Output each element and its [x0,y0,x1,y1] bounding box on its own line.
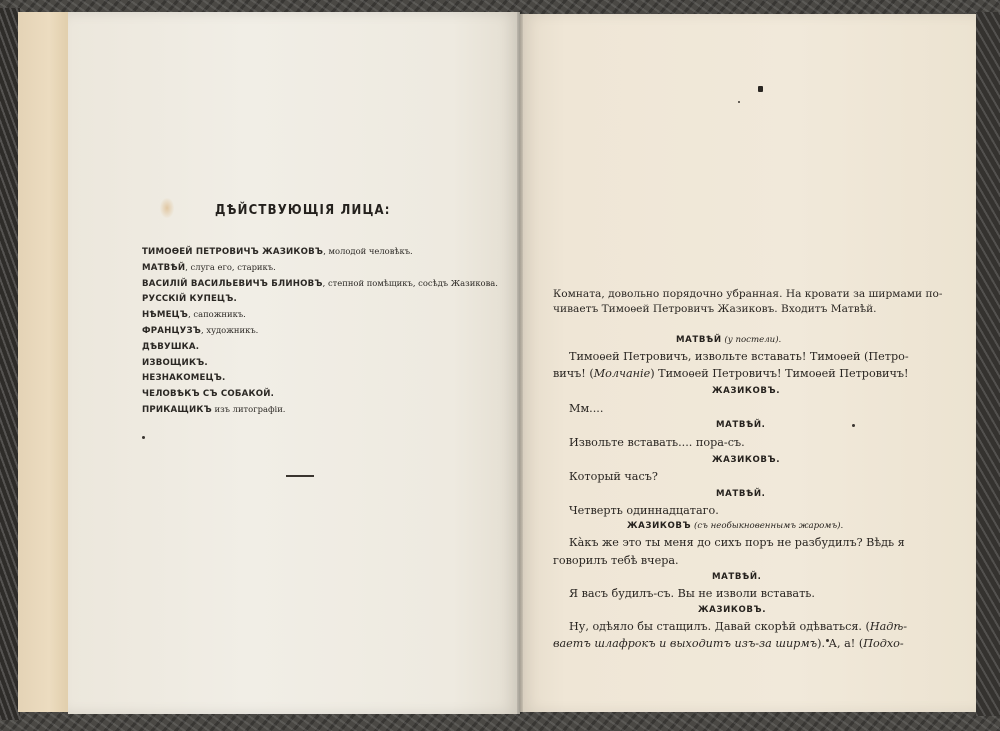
dialogue-text: вичъ! ( [553,367,594,380]
dialogue-line: Извольте вставать.... пора-съ. [569,436,745,449]
cast-name: ЧЕЛОВѢКЪ СЪ СОБАКОЙ. [142,389,275,400]
cast-description: , художникъ. [201,324,259,335]
speaker-note: (съ необыкновеннымъ жаромъ). [691,521,844,531]
list-item [142,339,498,355]
list-item [142,402,498,418]
right-cover-edge [976,12,1000,716]
cast-name: МАТВѢЙ [142,262,186,273]
ink-speck [852,424,855,427]
cast-description: , степной помѣщикъ, сосѣдъ Жазикова. [322,277,498,288]
left-cover-edge [0,8,20,720]
speaker-name: ЖАЗИКОВЪ [627,521,692,531]
printer-mark [758,86,763,92]
cast-heading: ДѢЙСТВУЮЩІЯ ЛИЦА: [215,203,391,218]
cast-name: ПРИКАЩИКЪ [142,404,212,415]
stage-note: Молчаніе [593,367,651,380]
dialogue-line: Мм.... [569,402,604,415]
stage-direction-line: Комната, довольно порядочно убранная. На кровати за ширмами по- [553,288,943,300]
speaker-note: (у постели). [721,335,782,345]
ink-speck [738,101,740,103]
speaker-label: МАТВѢЙ. [712,572,762,582]
list-item [142,355,498,371]
list-item [142,370,498,386]
cast-name: ФРАНЦУЗЪ [142,325,202,336]
cast-name: НЕЗНАКОМЕЦЪ. [142,373,226,384]
dialogue-line: Тимоѳей Петровичъ, извольте вставать! Тимоѳей (Петро- [569,350,909,363]
endpaper [18,12,71,712]
stage-note: Надѣ- [869,620,908,633]
cast-name: РУССКІЙ КУПЕЦЪ. [142,294,237,305]
dialogue-line [553,637,904,650]
dialogue-text: Ну, одѣяло бы стащилъ. Давай скорѣй одѣваться. ( [569,620,870,633]
speaker-name: МАТВѢЙ [676,335,722,345]
list-item [142,244,498,260]
list-item [142,323,498,339]
cast-name: ИЗВОЩИКЪ. [142,357,208,368]
speaker-label: МАТВѢЙ. [716,489,766,499]
speaker-label: ЖАЗИКОВЪ. [712,386,781,396]
cast-name: ДѢВУШКА. [142,341,200,352]
stage-note: Подхо- [863,637,904,650]
list-item [142,291,498,307]
cast-description: , слуга его, старикъ. [185,261,276,272]
cast-name: ВАСИЛІЙ ВАСИЛЬЕВИЧЪ БЛИНОВЪ [142,278,323,289]
speaker-label: ЖАЗИКОВЪ. [712,455,781,465]
dialogue-line [553,367,908,380]
cast-description: , сапожникъ. [188,309,246,320]
stage-note: ваетъ шлафрокъ и выходитъ изъ-за ширмъ [553,637,818,650]
list-item [142,276,498,292]
speaker-label: МАТВѢЙ. [716,420,766,430]
list-item [142,386,498,402]
foxing-stain [160,198,174,218]
cast-description: , молодой человѣкъ. [323,246,413,256]
cast-list [142,244,498,418]
list-item [142,260,498,276]
dialogue-line [569,620,907,633]
book-gutter [517,12,523,714]
dialogue-text: ). А, а! ( [817,637,864,650]
list-item [142,307,498,323]
cast-description: изъ литографіи. [211,403,286,414]
cast-name: НѢМЕЦЪ [142,310,189,321]
dialogue-text: ) Тимоѳей Петровичъ! Тимоѳей Петровичъ! [650,367,909,380]
speaker-label: ЖАЗИКОВЪ. [698,605,767,615]
ink-speck [142,436,145,439]
dialogue-line: Четверть одиннадцатаго. [569,504,719,517]
dialogue-line: говорилъ тебѣ вчера. [553,554,679,567]
speaker-label [627,521,843,531]
dialogue-line: Кàкъ же это ты меня до сихъ поръ не разбудилъ? Вѣдь я [569,536,905,549]
dialogue-line: Который часъ? [569,470,658,483]
speaker-label [676,335,781,345]
dialogue-line: Я васъ будилъ-съ. Вы не изволи вставать. [569,587,815,600]
section-rule [286,475,314,477]
stage-direction-line: чиваетъ Тимоѳей Петровичъ Жазиковъ. Входитъ Матвѣй. [553,303,877,315]
cast-name: ТИМОѲЕЙ ПЕТРОВИЧЪ ЖАЗИКОВЪ [142,247,324,257]
